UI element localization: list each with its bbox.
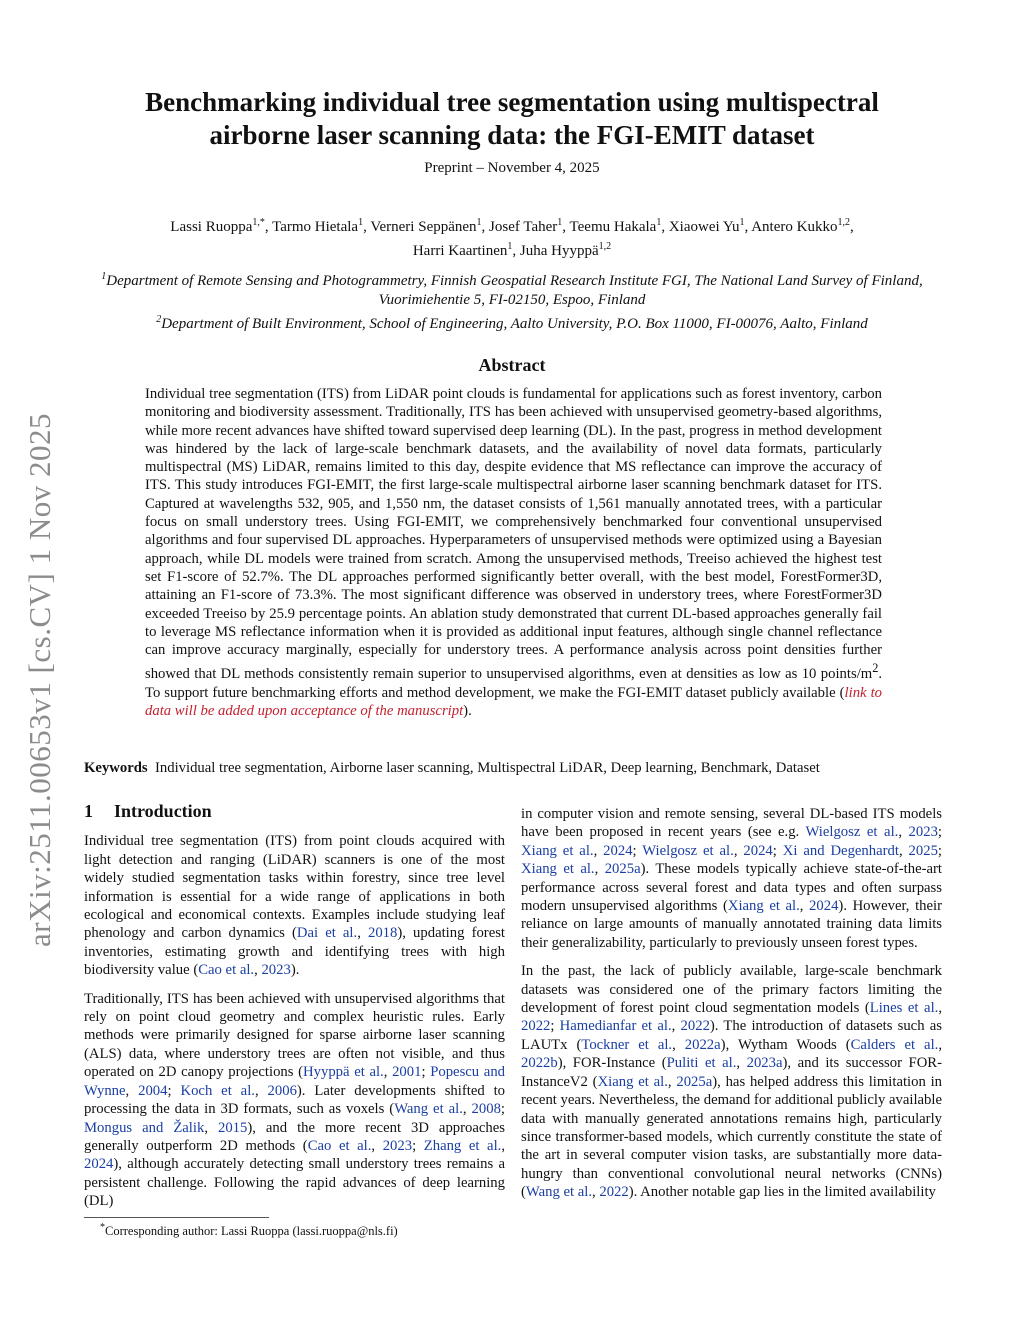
citation-link[interactable]: 2018: [367, 925, 398, 942]
author-separator: ,: [849, 219, 854, 235]
body-paragraph: [84, 832, 505, 979]
citation-link[interactable]: 2022a: [684, 1036, 721, 1053]
paragraph-text: in computer vision and remote sensing, several DL-based ITS models have been proposed in recent years (see e.g.: [521, 806, 942, 841]
citation-link[interactable]: 2023: [908, 824, 938, 841]
paragraph-text: ,: [592, 1184, 600, 1201]
citation-link[interactable]: Wielgosz et al.: [642, 842, 734, 859]
title-line: Benchmarking individual tree segmentation using multispectral: [145, 87, 879, 117]
arxiv-identifier: [10, 375, 70, 985]
author-affiliation-mark: 1: [476, 217, 482, 228]
paragraph-text: ), FOR-Instance (: [557, 1055, 667, 1072]
paragraph-text: ;: [167, 1082, 181, 1099]
paragraph-text: ;: [500, 1101, 506, 1118]
paragraph-text: ,: [593, 842, 604, 859]
citation-link[interactable]: Xiang et al.: [727, 898, 800, 915]
citation-link[interactable]: Popescu and Wynne: [84, 1064, 506, 1099]
paragraph-text: ,: [733, 842, 744, 859]
citation-link[interactable]: Xiang et al.: [597, 1073, 668, 1090]
paragraph-text: ), Wytham Woods (: [720, 1036, 851, 1053]
author-affiliation-mark: 1: [358, 217, 364, 228]
body-paragraph: [521, 805, 942, 952]
footnote-text: Corresponding author: Lassi Ruoppa (lassi.ruoppa@nls.fi): [105, 1224, 398, 1239]
author-affiliation-mark: 1: [557, 217, 563, 228]
right-column: [521, 805, 942, 1212]
author-name: Teemu Hakala: [569, 219, 657, 235]
paragraph-text: ,: [125, 1082, 139, 1099]
title-line: airborne laser scanning data: the FGI-EMIT dataset: [209, 120, 815, 150]
right-paragraphs: [521, 805, 942, 1202]
affiliation-mark: 2: [156, 314, 162, 325]
paragraph-text: ,: [938, 1000, 942, 1017]
citation-link[interactable]: 2023a: [746, 1055, 783, 1072]
citation-link[interactable]: 2022: [599, 1184, 629, 1201]
paragraph-text: ,: [371, 1137, 383, 1154]
citation-link[interactable]: Wang et al.: [394, 1101, 463, 1118]
citation-link[interactable]: Zhang et al.: [423, 1137, 502, 1154]
affiliation-text: Department of Built Environment, School of Engineering, Aalto University, P.O. Box 11000, FI-00076, Aalto, Finland: [161, 316, 868, 332]
citation-link[interactable]: 2004: [138, 1082, 168, 1099]
author-name: Josef Taher: [489, 219, 558, 235]
citation-link[interactable]: 2001: [392, 1064, 422, 1081]
section-heading: [84, 802, 505, 820]
paragraph-text: Individual tree segmentation (ITS) from point clouds acquired with light detection and ranging (LiDAR) scanners is one of the most widely studied segmentation tasks within forestry, since tree level information is essential for a wide range of applications in both ecological and economical contexts. Examples include studying leaf phenology and carbon dynamics (: [84, 833, 505, 942]
author-separator: ,: [661, 219, 669, 235]
preprint-date: Preprint – November 4, 2025: [424, 160, 600, 176]
paragraph-text: ). Later developments shifted to processing the data in 3D formats, such as voxels (: [84, 1082, 506, 1118]
paragraph-text: ,: [254, 962, 262, 979]
citation-link[interactable]: 2025a: [676, 1073, 713, 1090]
paragraph-text: ), updating forest inventories, estimating growth and identifying trees with high biodiversity value (: [84, 925, 506, 979]
paper-title: [90, 86, 934, 152]
paragraph-text: In the past, the lack of publicly available, large-scale benchmark datasets was considered one of the primary factors limiting the development of forest point cloud segmentation models (: [521, 963, 942, 1017]
footnote-mark: *: [100, 1222, 105, 1233]
author-name: Tarmo Hietala: [272, 219, 359, 235]
paragraph-text: ,: [898, 824, 909, 841]
citation-link[interactable]: Koch et al.: [180, 1082, 255, 1099]
citation-link[interactable]: Cao et al.: [198, 962, 255, 979]
citation-link[interactable]: Mongus and Žalik: [84, 1119, 205, 1136]
citation-link[interactable]: Xiang et al.: [521, 861, 595, 878]
author-separator: ,: [562, 219, 570, 235]
paragraph-text: ,: [204, 1119, 218, 1136]
paragraph-text: ,: [736, 1055, 747, 1072]
citation-link[interactable]: Xiang et al.: [521, 842, 594, 859]
paragraph-text: Traditionally, ITS has been achieved with unsupervised algorithms that rely on point cloud geometry and complex heuristic rules. Early methods were primarily designed for sparse airborne laser scanning (ALS) data, where understory trees are often not visible, and thus operated on 2D canopy projections (: [84, 990, 505, 1081]
abstract-end: ).: [463, 702, 472, 719]
citation-link[interactable]: 2024: [603, 842, 633, 859]
author-separator: ,: [264, 219, 273, 235]
paragraph-text: ). These models typically achieve state-of-the-art performance across several forest and data types and often surpass modern unsupervised algorithms (: [521, 861, 942, 915]
citation-link[interactable]: Dai et al.: [296, 925, 358, 942]
paragraph-text: ), although accurately detecting small understory trees remains a persistent challenge. Following the rapid advances of deep learning (DL): [84, 1156, 505, 1210]
body-paragraph: [521, 962, 942, 1201]
footnote: [100, 1222, 520, 1239]
author-separator: ,: [481, 219, 490, 235]
keywords-label: Keywords: [84, 760, 148, 776]
paragraph-text: ), has helped address this limitation in recent years. Nevertheless, the demand for additional publicly available data with manually generated annotations remains high, particularly since transformer-based models, which currently constitute the state of the art in several computer vision tasks, are substantially more data-hungry than conventional convolutional neural networks (CNNs) (: [521, 1073, 943, 1201]
affiliation-mark: 1: [101, 271, 107, 282]
citation-link[interactable]: 2024: [84, 1156, 114, 1173]
author-affiliation-mark: 1,2: [598, 241, 612, 252]
author-affiliation-mark: 1,2: [837, 217, 850, 228]
paragraph-text: ,: [667, 1073, 677, 1090]
author-separator: ,: [512, 243, 520, 259]
citation-link[interactable]: 2023: [382, 1137, 413, 1154]
paragraph-text: ;: [632, 842, 643, 859]
section-number: 1: [84, 801, 93, 821]
abstract-text: Individual tree segmentation (ITS) from LiDAR point clouds is fundamental for applications such as forest inventory, carbon monitoring and biodiversity assessment. Traditionally, ITS has been achieved with unsupervised geometry-based algorithms, while more recent advances have shifted toward supervised deep learning (DL). In the past, progress in method development was hindered by the lack of large-scale benchmark datasets, and the availability of novel data formats, particularly multispectral (MS) LiDAR, remains limited to this day, despite evidence that MS reflectance can improve the accuracy of ITS. This study introduces FGI-EMIT, the first large-scale multispectral airborne laser scanning benchmark dataset for ITS. Captured at wavelengths 532, 905, and 1,550 nm, the dataset consists of 1,561 manually annotated trees, with a particular focus on small understory trees. Using FGI-EMIT, we comprehensively benchmarked four conventional unsupervised algorithms and four supervised DL approaches. Hyperparameters of unsupervised methods were optimized using a Bayesian approach, while DL models were trained from scratch. Among the unsupervised methods, Treeiso achieved the highest test set F1-score of 52.7%. The DL approaches performed significantly better overall, with the best model, ForestFormer3D, attaining an F1-score of 73.3%. The most significant difference was observed in understory trees, where ForestFormer3D exceeded Treeiso by 25.9 percentage points. An ablation study demonstrated that current DL-based approaches generally fail to leverage MS reflectance information when it is provided as additional input features, although single channel reflectance can improve accuracy marginally, especially for understory trees. A performance analysis across point densities further showed that DL methods consistently remain superior to unsupervised algorithms, even at densities as low as 10 points/m: [145, 386, 882, 683]
citation-link[interactable]: 2024: [809, 898, 839, 915]
keywords-text: Individual tree segmentation, Airborne laser scanning, Multispectral LiDAR, Deep learning, Benchmark, Dataset: [155, 760, 820, 776]
paragraph-text: ), and its successor FOR-InstanceV2 (: [521, 1055, 942, 1090]
citation-link[interactable]: Calders et al.: [850, 1036, 939, 1053]
paragraph-text: ,: [357, 925, 368, 942]
citation-link[interactable]: 2024: [743, 842, 773, 859]
author-separator: ,: [744, 219, 752, 235]
author-name: Lassi Ruoppa: [170, 219, 253, 235]
paragraph-text: ), and the more recent 3D approaches generally outperform 2D methods (: [84, 1119, 505, 1154]
author-affiliation-mark: 1: [507, 241, 513, 252]
paragraph-text: ,: [938, 1036, 942, 1053]
citation-link[interactable]: Hyyppä et al.: [303, 1064, 384, 1081]
citation-link[interactable]: 2025: [908, 842, 938, 859]
paragraph-text: ,: [799, 898, 810, 915]
citation-link[interactable]: 2025a: [604, 861, 641, 878]
paragraph-text: ).: [290, 962, 300, 979]
section-title: Introduction: [114, 801, 212, 821]
author-list: [90, 213, 934, 261]
left-paragraphs: [84, 832, 505, 1210]
abstract-tail: . To support future benchmarking efforts and method development, we make the FGI-EMIT dataset publicly available (: [145, 666, 882, 701]
citation-link[interactable]: 2023: [261, 962, 291, 979]
citation-link[interactable]: 2006: [267, 1082, 297, 1099]
left-column: [84, 802, 505, 1221]
author-name: Xiaowei Yu: [668, 219, 740, 235]
abstract-heading: Abstract: [478, 355, 546, 375]
author-name: Juha Hyyppä: [519, 243, 599, 259]
citation-link[interactable]: Puliti et al.: [666, 1055, 737, 1072]
citation-link[interactable]: 2022: [521, 1018, 551, 1035]
paragraph-text: ,: [594, 861, 605, 878]
paragraph-text: ,: [383, 1064, 393, 1081]
paragraph-text: ). Another notable gap lies in the limited availability: [628, 1184, 936, 1201]
affiliation: [86, 267, 938, 310]
body-paragraph: [84, 990, 505, 1211]
paragraph-text: ,: [501, 1137, 505, 1154]
data-link[interactable]: link to data will be added upon acceptance of the manuscript: [145, 684, 883, 719]
citation-link[interactable]: Wang et al.: [525, 1184, 593, 1201]
paragraph-text: ;: [937, 842, 943, 859]
citation-link[interactable]: 2008: [471, 1101, 501, 1118]
citation-link[interactable]: 2015: [217, 1119, 248, 1136]
affiliation-text: Department of Remote Sensing and Photogrammetry, Finnish Geospatial Research Institute FGI, The National Land Survey of Finland, Vuorimiehentie 5, FI-02150, Espoo, Finland: [106, 273, 923, 308]
affiliations: [86, 267, 938, 334]
paragraph-text: ,: [462, 1101, 472, 1118]
keywords-line: [84, 760, 944, 777]
author-name: Antero Kukko: [751, 219, 838, 235]
citation-link[interactable]: Wielgosz et al.: [805, 824, 899, 841]
citation-link[interactable]: Lines et al.: [869, 1000, 939, 1017]
paragraph-text: ;: [550, 1018, 560, 1035]
author-affiliation-mark: 1: [739, 217, 745, 228]
paragraph-text: ). However, their reliance on large amounts of manually annotated training data limits their generalizability, particularly to previously unseen forest types.: [521, 898, 942, 951]
paragraph-text: ,: [672, 1036, 685, 1053]
paragraph-text: ). The introduction of datasets such as LAUTx (: [521, 1018, 942, 1053]
citation-link[interactable]: Hamedianfar et al.: [559, 1018, 672, 1035]
paragraph-text: ,: [254, 1082, 268, 1099]
paragraph-text: ;: [421, 1064, 431, 1081]
paragraph-text: ;: [937, 824, 943, 841]
footnote-divider: [84, 1217, 269, 1218]
paragraph-text: ;: [412, 1137, 424, 1154]
author-affiliation-mark: 1: [656, 217, 662, 228]
paragraph-text: ,: [671, 1018, 681, 1035]
paragraph-text: ;: [772, 842, 783, 859]
author-separator: ,: [363, 219, 371, 235]
author-affiliation-mark: 1,*: [252, 217, 265, 228]
abstract-body: [145, 385, 882, 720]
abstract-superscript: 2: [872, 661, 879, 676]
arxiv-identifier-text: arXiv:2511.00653v1 [cs.CV] 1 Nov 2025: [22, 413, 57, 947]
citation-link[interactable]: 2022: [680, 1018, 710, 1035]
author-name: Harri Kaartinen: [412, 243, 508, 259]
citation-link[interactable]: Xi and Degenhardt: [782, 842, 899, 859]
citation-link[interactable]: Cao et al.: [307, 1137, 372, 1154]
author-name: Verneri Seppänen: [370, 219, 477, 235]
citation-link[interactable]: Tockner et al.: [581, 1036, 673, 1053]
citation-link[interactable]: 2022b: [521, 1055, 558, 1072]
paragraph-text: ,: [898, 842, 909, 859]
affiliation: [86, 310, 938, 334]
